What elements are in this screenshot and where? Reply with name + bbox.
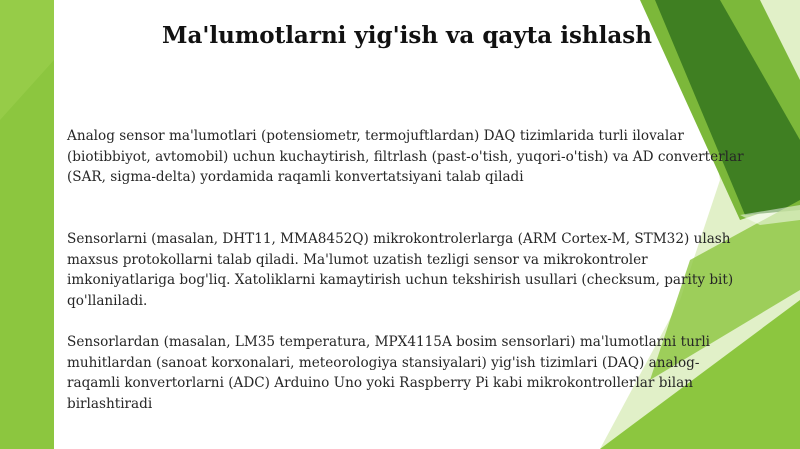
paragraph-sensor-interfaces: Sensorlarni (masalan, DHT11, MMA8452Q) mikrokontrolerlarga (ARM Cortex-M, STM32) ulash maxsus protokollarni talab qiladi. Ma'lumot uzatish tezligi sensor va mikrokontroler imkoniyatlariga bog'liq. Xatoliklarni kamaytirish uchun tekshirish usullari (checksum, parity bit) qo'llaniladi. [67, 231, 734, 309]
paragraph-data-acquisition: Sensorlardan (masalan, LM35 temperatura, MPX4115A bosim sensorlari) ma'lumotlarni turli muhitlardan (sanoat korxonalari, meteorologiya stansiyalari) yig'ish tizimlari (DAQ) analog-raqamli konvertorlarni (ADC) Arduino Uno yoki Raspberry Pi kabi mikrokontrollerlar bilan birlashtiradi [67, 334, 711, 412]
slide-title: Ma'lumotlarni yig'ish va qayta ishlash [162, 22, 652, 49]
paragraph-analog-sensors: Analog sensor ma'lumotlari (potensiometr, termojuftlardan) DAQ tizimlarida turli ilovalar (biotibbiyot, avtomobil) uchun kuchaytirish, filtrlash (past-o'tish, yuqori-o'tish) va AD converterlar (SAR, sigma-delta) yordamida raqamli konvertatsiyani talab qiladi [67, 128, 744, 185]
